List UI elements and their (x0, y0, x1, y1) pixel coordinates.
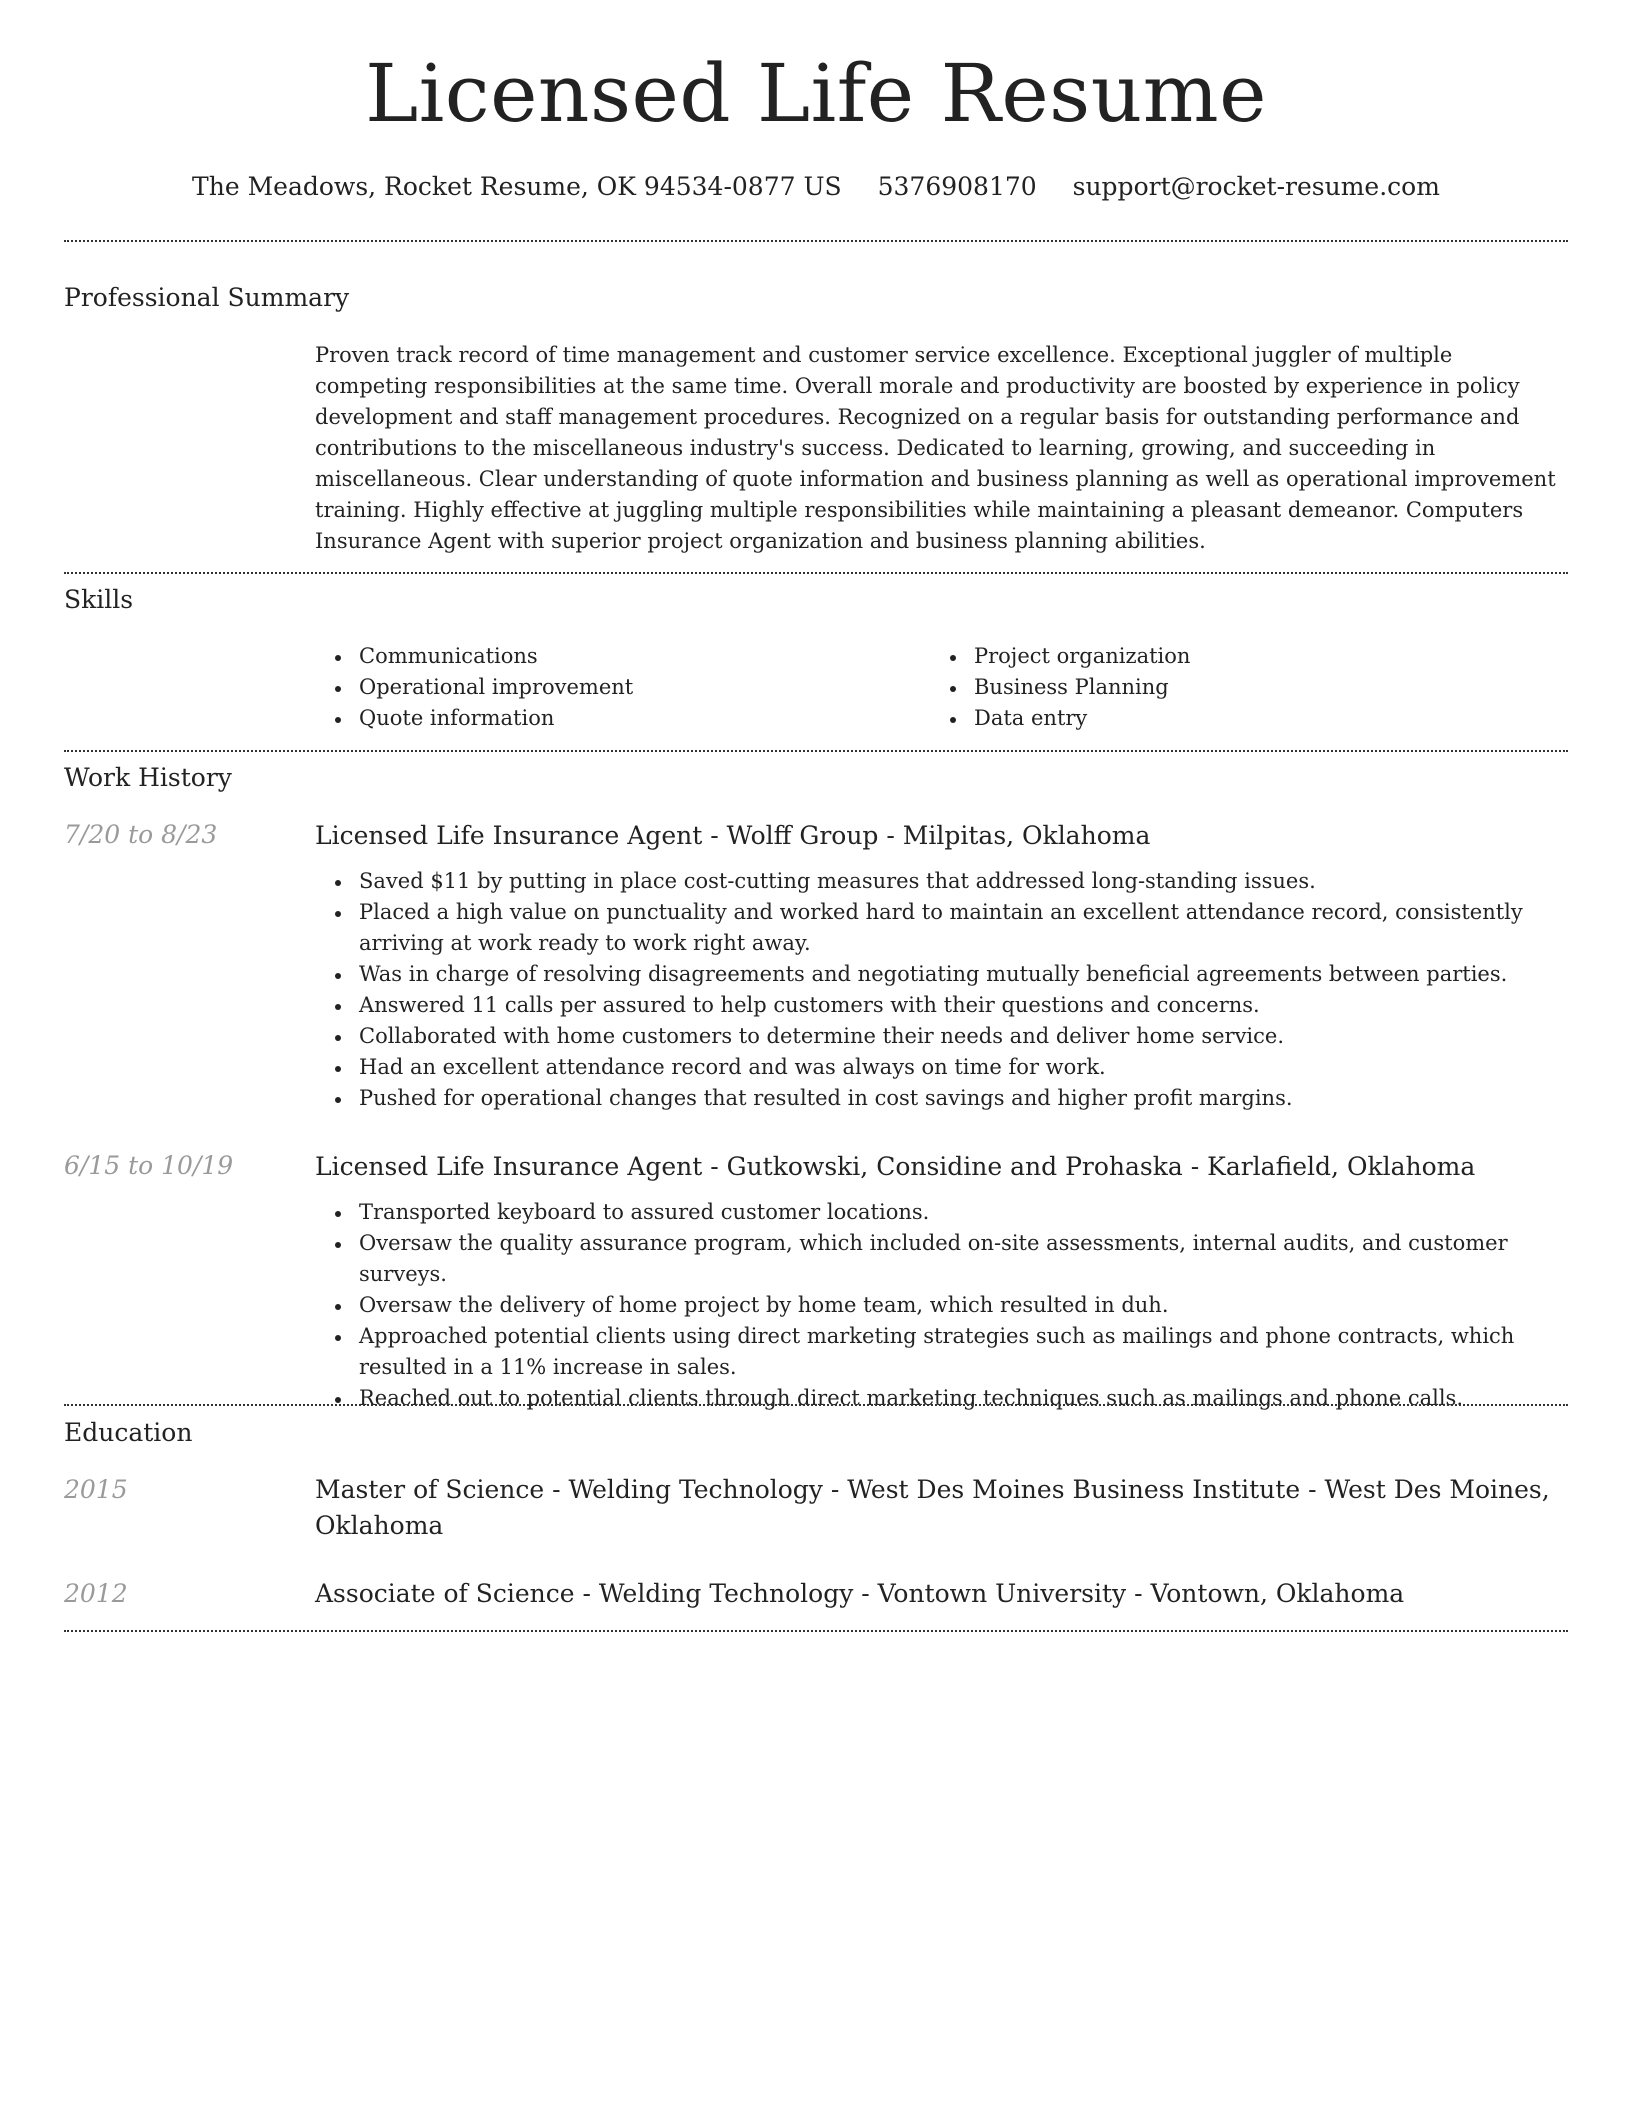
section-title-education: Education (64, 1418, 193, 1447)
job-bullet: Pushed for operational changes that resulted in cost savings and higher profit margins. (315, 1083, 1568, 1114)
divider (64, 1404, 1568, 1406)
summary-block (315, 340, 1568, 557)
divider (64, 1630, 1568, 1632)
job-bullet: Had an excellent attendance record and was always on time for work. (315, 1052, 1568, 1083)
section-title-work: Work History (64, 763, 232, 792)
education-text: Master of Science - Welding Technology - West Des Moines Business Institute - West Des Moines, Oklahoma (315, 1475, 1550, 1540)
job-bullet: Reached out to potential clients through direct marketing techniques such as mailings and phone calls. (315, 1383, 1568, 1414)
contact-phone: 5376908170 (877, 172, 1037, 201)
job-bullets (315, 866, 1568, 1114)
skill-item: Business Planning (930, 672, 1545, 703)
skill-item: Operational improvement (315, 672, 930, 703)
job-title: Licensed Life Insurance Agent - Gutkowski, Considine and Prohaska - Karlafield, Oklahoma (315, 1152, 1476, 1181)
section-title-skills: Skills (64, 585, 134, 614)
contact-address: The Meadows, Rocket Resume, OK 94534-0877 US (192, 172, 842, 201)
job-entry (315, 1149, 1568, 1414)
divider (64, 572, 1568, 574)
job-bullet: Placed a high value on punctuality and worked hard to maintain an excellent attendance record, consistently arriving at work ready to work right away. (315, 897, 1568, 959)
skill-item: Data entry (930, 703, 1545, 734)
job-bullet: Collaborated with home customers to determine their needs and deliver home service. (315, 1021, 1568, 1052)
job-bullet: Saved $11 by putting in place cost-cutting measures that addressed long-standing issues. (315, 866, 1568, 897)
job-dates: 7/20 to 8/23 (64, 820, 218, 849)
contact-email: support@rocket-resume.com (1072, 172, 1440, 201)
education-year: 2012 (64, 1579, 128, 1608)
job-bullet: Was in charge of resolving disagreements and negotiating mutually beneficial agreements between parties. (315, 959, 1568, 990)
divider (64, 750, 1568, 752)
job-bullets (315, 1197, 1568, 1414)
skill-item: Project organization (930, 641, 1545, 672)
skill-item: Communications (315, 641, 930, 672)
resume-name: Licensed Life Resume (365, 47, 1267, 140)
skills-block (315, 641, 1568, 734)
contact-line (64, 172, 1568, 201)
job-bullet: Oversaw the delivery of home project by home team, which resulted in duh. (315, 1290, 1568, 1321)
summary-text: Proven track record of time management and customer service excellence. Exceptional juggler of multiple competing responsibilities at the same time. Overall morale and productivity are boosted by experience in policy development and staff management procedures. Recognized on a regular basis for outstanding performance and contributions to the miscellaneous industry's success. Dedicated to learning, growing, and succeeding in miscellaneous. Clear understanding of quote information and business planning as well as operational improvement training. Highly effective at juggling multiple responsibilities while maintaining a pleasant demeanor. Computers Insurance Agent with superior project organization and business planning abilities. (315, 343, 1556, 553)
education-entry (315, 1472, 1568, 1544)
job-title: Licensed Life Insurance Agent - Wolff Group - Milpitas, Oklahoma (315, 821, 1151, 850)
skills-list (315, 641, 1568, 734)
job-bullet: Approached potential clients using direct marketing strategies such as mailings and phone contracts, which resulted in a 11% increase in sales. (315, 1321, 1568, 1383)
job-bullet: Transported keyboard to assured customer locations. (315, 1197, 1568, 1228)
education-year: 2015 (64, 1475, 128, 1504)
skill-item: Quote information (315, 703, 930, 734)
divider (64, 240, 1568, 242)
job-bullet: Oversaw the quality assurance program, which included on-site assessments, internal audits, and customer surveys. (315, 1228, 1568, 1290)
education-text: Associate of Science - Welding Technology - Vontown University - Vontown, Oklahoma (315, 1579, 1405, 1608)
job-bullet: Answered 11 calls per assured to help customers with their questions and concerns. (315, 990, 1568, 1021)
education-entry (315, 1576, 1568, 1612)
job-dates: 6/15 to 10/19 (64, 1151, 234, 1180)
job-entry (315, 818, 1568, 1114)
section-title-summary: Professional Summary (64, 283, 350, 312)
